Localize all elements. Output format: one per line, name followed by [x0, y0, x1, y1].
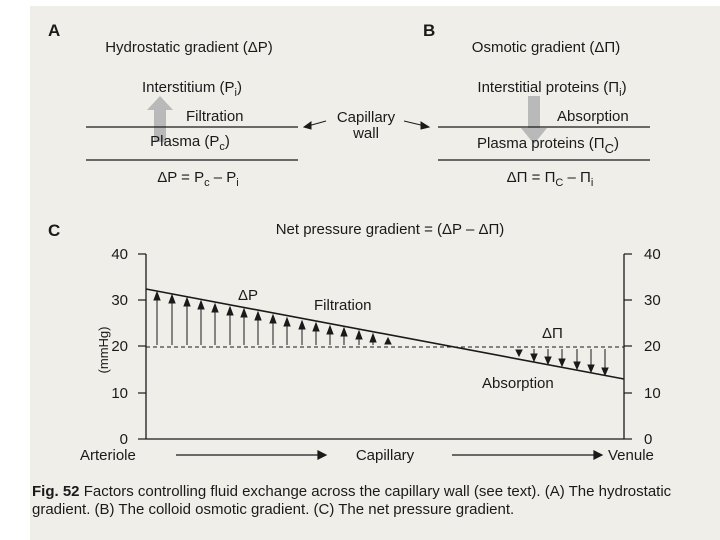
panel-b-equation: $\Delta\Pi = \Pi_C - \Pi_i$ [506, 169, 594, 189]
center-label-line1: Capillary [336, 109, 396, 126]
tick-right-0: 0 [644, 431, 653, 448]
panel-a-flow-label: Filtration [186, 108, 244, 125]
dpi-label: ΔΠ [542, 325, 563, 342]
panel-a-letter: A [48, 21, 61, 40]
dp-label: ΔP [238, 287, 259, 304]
figure-caption [32, 483, 702, 519]
panel-a-top-label: Interstitium $(P_i)$ [142, 79, 242, 99]
tick-right-40: 40 [644, 246, 661, 263]
panel-a-title: Hydrostatic gradient (ΔP) [105, 39, 273, 56]
tick-right-30: 30 [644, 292, 661, 309]
panel-a-bottom-label: Plasma $(P_c)$ [150, 133, 230, 153]
panel-c-ylabel: (mmHg) [96, 326, 111, 374]
tick-left-20: 20 [111, 338, 128, 355]
x-label-capillary: Capillary [355, 447, 415, 464]
panel-b-letter: B [423, 21, 436, 40]
panel-b-title: Osmotic gradient (ΔΠ) [471, 39, 621, 56]
panel-b-bottom-label: Plasma proteins (ΠC) [477, 135, 619, 156]
tick-left-0: 0 [119, 431, 128, 448]
tick-right-10: 10 [644, 385, 661, 402]
panel-a-equation: $\Delta P = P_c - P_i$ [157, 169, 239, 189]
filtration-chart-label: Filtration [314, 297, 372, 314]
tick-right-20: 20 [644, 338, 661, 355]
panel-b-top-label: Interstitial proteins $(\Pi_i)$ [477, 79, 627, 99]
tick-left-40: 40 [111, 246, 128, 263]
center-label-line2: wall [353, 125, 379, 142]
panel-c-title: Net pressure gradient = (ΔP – ΔΠ) [275, 221, 505, 238]
tick-left-30: 30 [111, 292, 128, 309]
absorption-chart-label: Absorption [482, 375, 554, 392]
x-label-arteriole: Arteriole [80, 447, 136, 464]
tick-left-10: 10 [111, 385, 128, 402]
caption-label: Fig. 52 [32, 483, 80, 500]
panel-c-letter: C [48, 221, 61, 240]
caption-text: Factors controlling fluid exchange across the capillary wall (see text). (A) The hydrostatic gradient. (B) The colloid osmotic gradient. (C) The net pressure gradient. [32, 483, 672, 518]
panel-b-flow-label: Absorption [557, 108, 629, 125]
x-label-venule: Venule [608, 447, 654, 464]
